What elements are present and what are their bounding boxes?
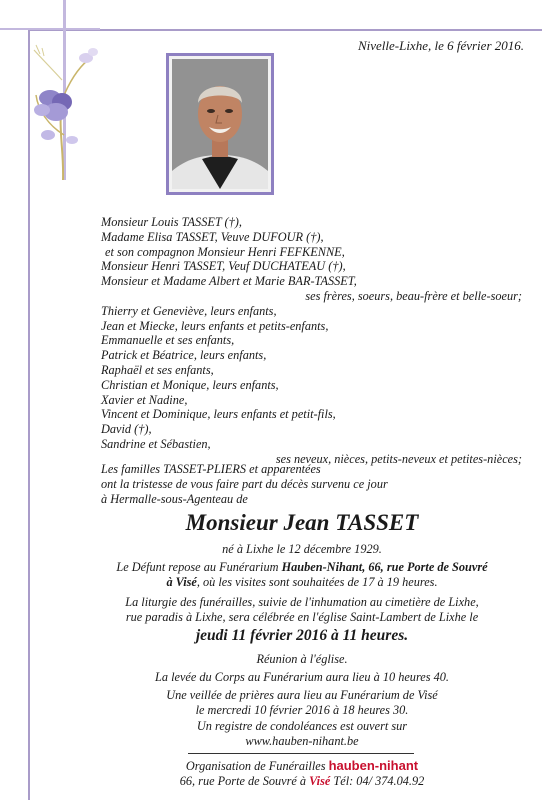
family-line: Raphaël et ses enfants, [101, 362, 214, 377]
divider [188, 753, 414, 754]
family-line: Monsieur et Madame Albert et Marie BAR-TASSET, [101, 274, 357, 289]
family-line: Jean et Miecke, leurs enfants et petits-enfants, [101, 318, 329, 333]
portrait-photo [166, 53, 274, 195]
frame-top-line [28, 29, 542, 31]
funeral-home-city: à Visé [166, 574, 197, 589]
liturgy-line: rue paradis à Lixhe, sera célébrée en l'église Saint-Lambert de Lixhe le [125, 609, 479, 624]
phone-number: Tél: 04/ 374.04.92 [330, 774, 425, 788]
repose-text-part: Le Défunt repose au Funérarium [116, 560, 282, 574]
repose-text-part: , où les visites sont souhaitées de 17 à 19 heures. [196, 574, 438, 589]
address-text: 66, rue Porte de Souvré à [179, 774, 310, 788]
birth-line: né à Lixhe le 12 décembre 1929. [222, 542, 382, 556]
condolence-website-link[interactable]: www.hauben-nihant.be [245, 733, 359, 748]
liturgy-text [0, 595, 542, 625]
family-line: Patrick et Béatrice, leurs enfants, [101, 348, 267, 363]
family-line: Thierry et Geneviève, leurs enfants, [101, 303, 277, 318]
organisation-label: Organisation de Funérailles [185, 759, 329, 773]
family-line: et son compagnon Monsieur Henri FEFKENNE, [105, 244, 345, 259]
lily-flower-icon [28, 40, 98, 180]
family-line: Sandrine et Sébastien, [101, 436, 211, 451]
intro-line: ont la tristesse de vous faire part du décès survenu ce jour [101, 476, 388, 491]
family-line: ses frères, soeurs, beau-frère et belle-soeur; [305, 288, 522, 303]
levee-line: La levée du Corps au Funérarium aura lieu à 10 heures 40. [155, 670, 449, 684]
intro-text [101, 462, 388, 506]
family-line: Monsieur Louis TASSET (†), [101, 215, 242, 229]
family-list [101, 215, 522, 467]
family-line: Madame Elisa TASSET, Veuve DUFOUR (†), [101, 229, 324, 244]
family-line: Christian et Monique, leurs enfants, [101, 377, 279, 392]
portrait-image [172, 59, 268, 189]
intro-line: Les familles TASSET-PLIERS et apparentées [101, 462, 321, 476]
funeral-home-address: Hauben-Nihant, 66, rue Porte de Souvré [281, 560, 488, 574]
family-line: ses neveux, nièces, petits-neveux et petites-nièces; [275, 451, 522, 466]
registre-text [0, 719, 542, 749]
brand-logo-text: hauben-nihant [328, 758, 419, 773]
address-city: Visé [309, 774, 331, 788]
veillee-text [0, 688, 542, 718]
family-line: Vincent et Dominique, leurs enfants et petit-fils, [101, 407, 336, 422]
family-line: David (†), [101, 422, 152, 437]
liturgy-line: La liturgie des funérailles, suivie de l'inhumation au cimetière de Lixhe, [125, 595, 479, 609]
veillee-line: le mercredi 10 février 2016 à 18 heures 30. [195, 702, 409, 717]
repose-text [0, 560, 542, 590]
funeral-date: jeudi 11 février 2016 à 11 heures. [195, 627, 409, 644]
family-line: Emmanuelle et ses enfants, [101, 333, 235, 348]
reunion-line: Réunion à l'église. [256, 652, 348, 666]
cross-horizontal [0, 28, 100, 30]
family-line: Xavier et Nadine, [101, 392, 188, 407]
intro-line: à Hermalle-sous-Agenteau de [101, 491, 248, 506]
family-line: Monsieur Henri TASSET, Veuf DUCHATEAU (†), [101, 259, 346, 274]
veillee-line: Une veillée de prières aura lieu au Funérarium de Visé [166, 688, 438, 702]
registre-line: Un registre de condoléances est ouvert sur [196, 719, 408, 733]
date-line: Nivelle-Lixhe, le 6 février 2016. [357, 38, 524, 53]
organisation-footer [0, 758, 542, 789]
deceased-name: Monsieur Jean TASSET [185, 510, 419, 535]
